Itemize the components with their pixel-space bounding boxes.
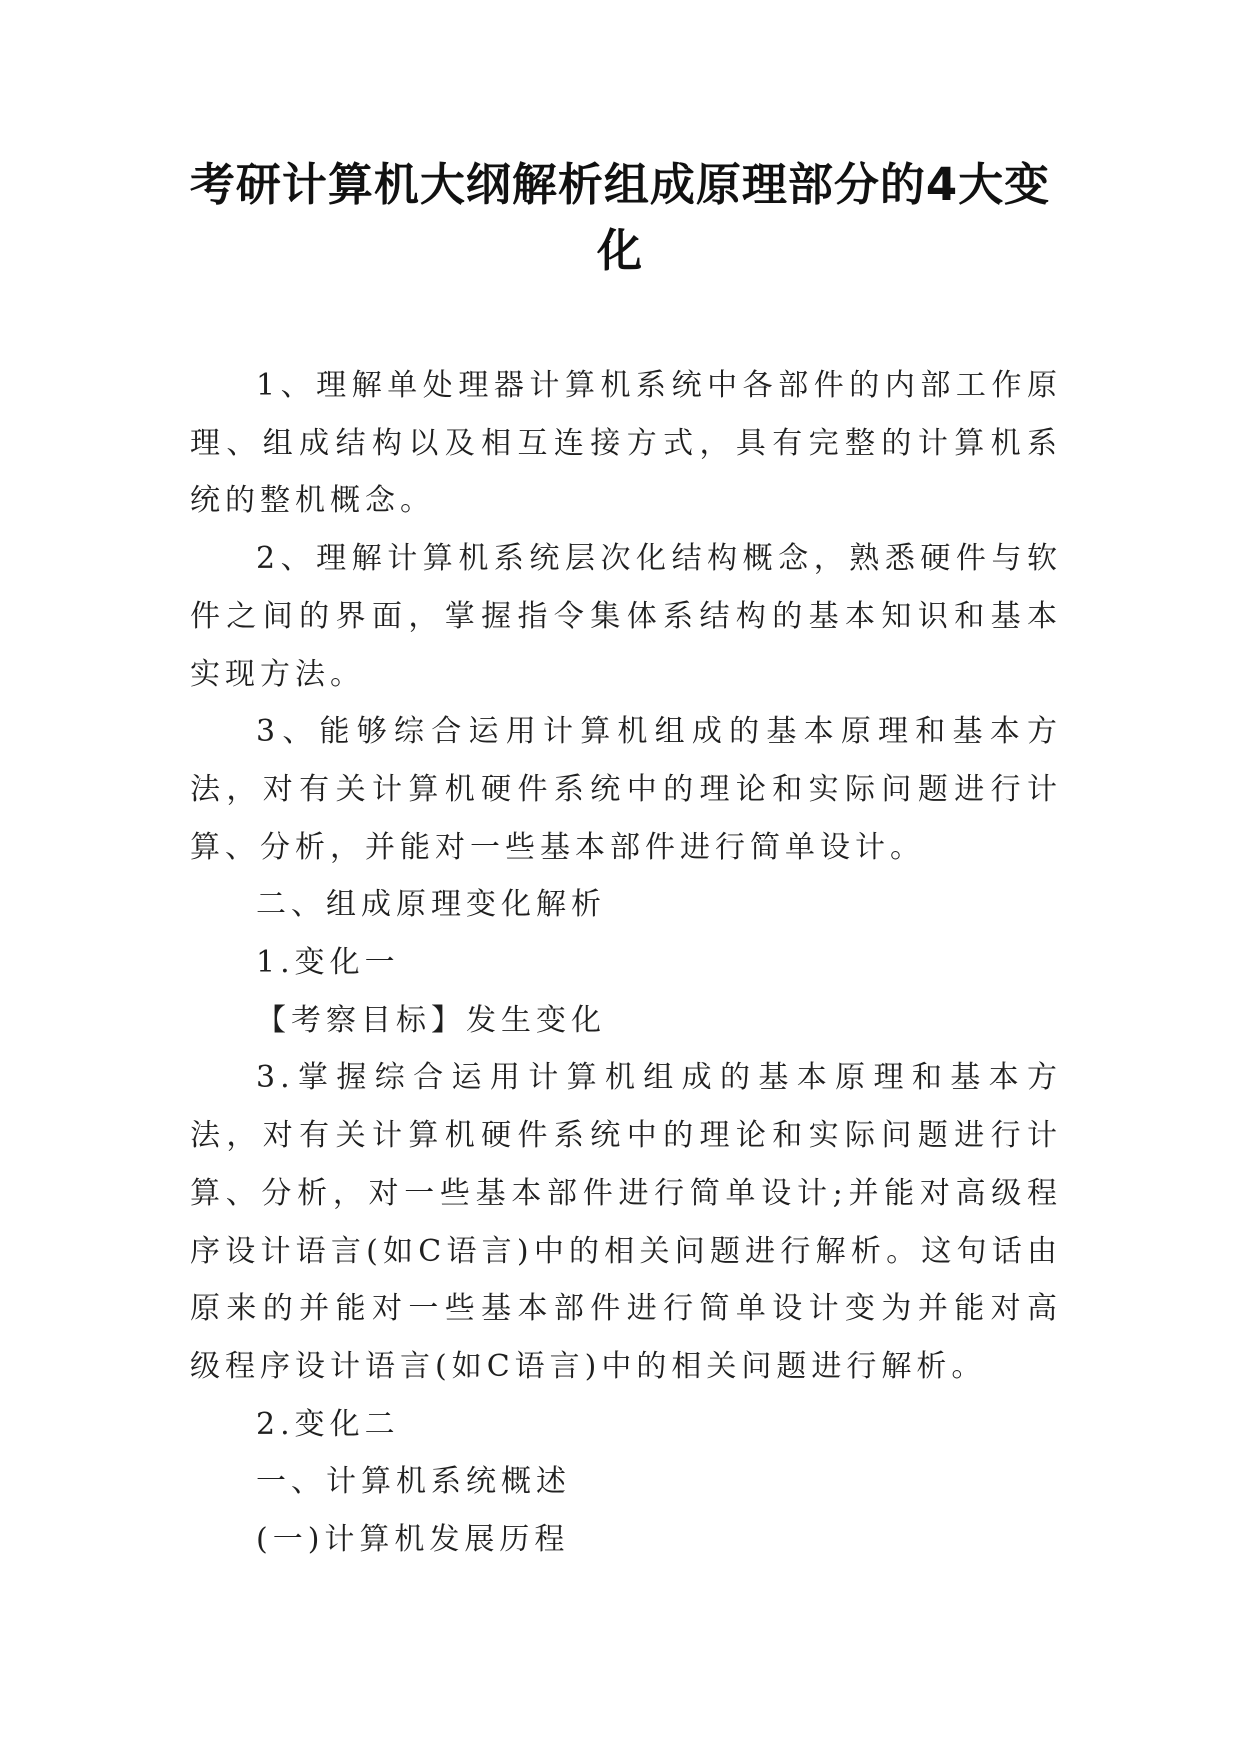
subheading-change-1: 1.变化一	[256, 945, 400, 981]
paragraph-objective-1: 1、理解单处理器计算机系统中各部件的内部工作原理、组成结构以及相互连接方式，具有完整的计算机系统的整机概念。	[190, 368, 1062, 519]
paragraph-objective-2: 2、理解计算机系统层次化结构概念，熟悉硬件与软件之间的界面，掌握指令集体系结构的基本知识和基本实现方法。	[190, 541, 1062, 692]
paragraph-objective-3: 3、能够综合运用计算机组成的基本原理和基本方法，对有关计算机硬件系统中的理论和实际问题进行计算、分析，并能对一些基本部件进行简单设计。	[190, 714, 1062, 865]
subheading-exam-target: 【考察目标】发生变化	[256, 1002, 606, 1038]
document-title: 考研计算机大纲解析组成原理部分的4大变化	[189, 158, 1051, 277]
paragraph-change-1-detail: 3.掌握综合运用计算机组成的基本原理和基本方法，对有关计算机硬件系统中的理论和实际问题进行计算、分析，对一些基本部件进行简单设计;并能对高级程序设计语言(如C语言)中的相关问题进行解析。这句话由原来的并能对一些基本部件进行简单设计变为并能对高级程序设计语言(如C语言)中的相关问题进行解析。	[190, 1060, 1062, 1384]
document-body	[190, 357, 1062, 1569]
subheading-change-2: 2.变化二	[256, 1406, 400, 1442]
subheading-history: (一)计算机发展历程	[256, 1522, 570, 1558]
section-heading-analysis: 二、组成原理变化解析	[256, 887, 606, 923]
section-heading-overview: 一、计算机系统概述	[256, 1464, 571, 1500]
